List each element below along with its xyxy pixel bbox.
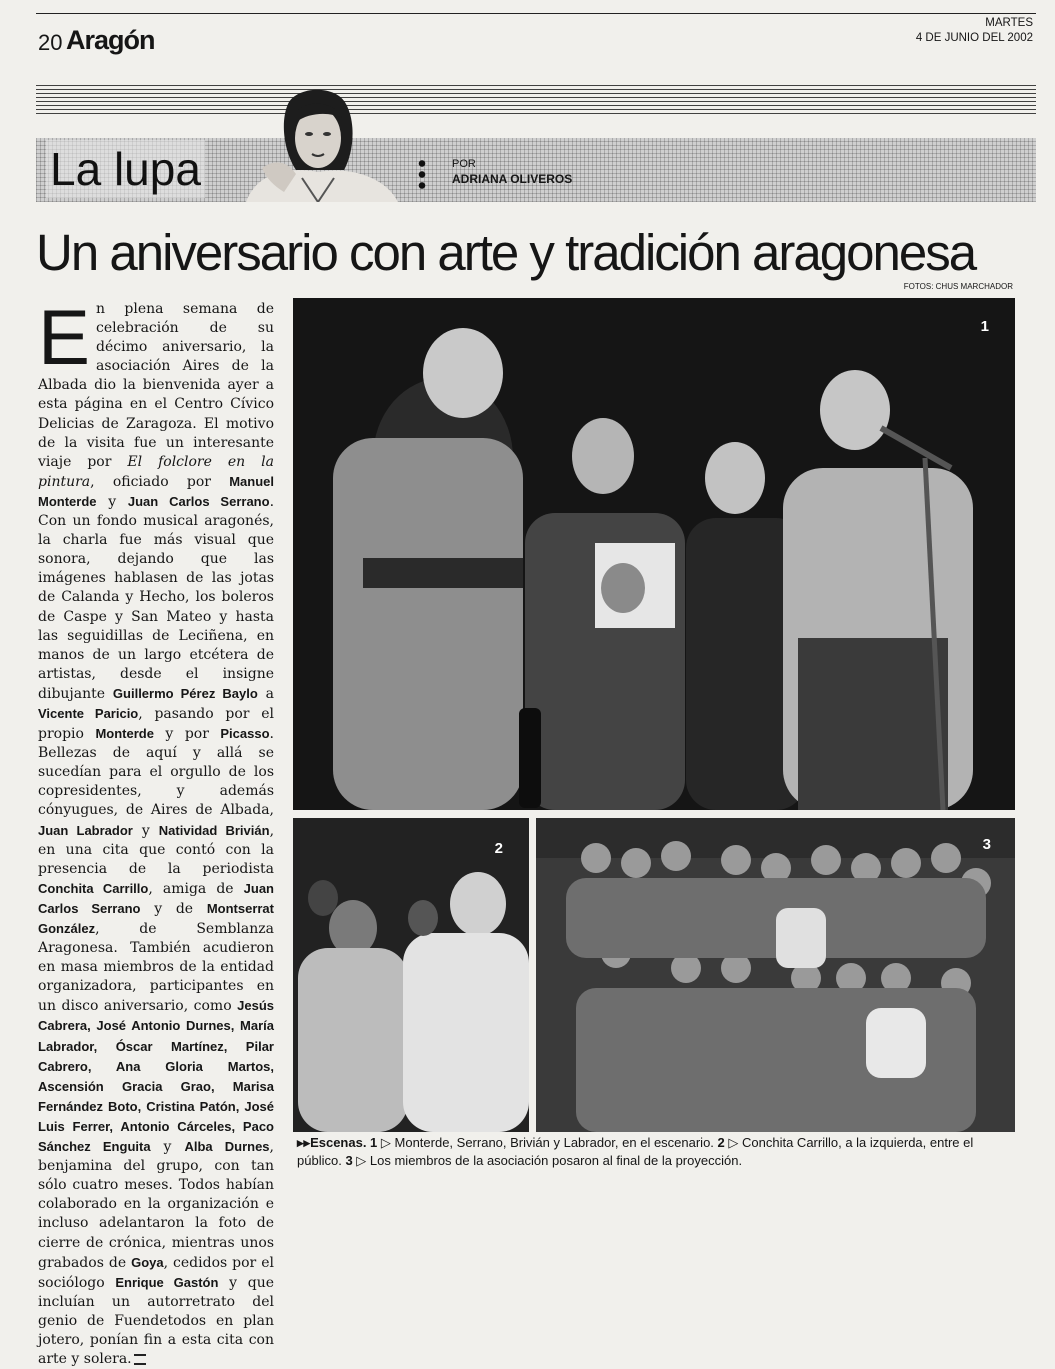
photo-number: 1: [980, 318, 989, 335]
caption-3: Los miembros de la asociación posaron al final de la proyección.: [369, 1153, 743, 1168]
photo-credit: FOTOS: CHUS MARCHADOR: [903, 282, 1013, 291]
body-run: Jesús Cabrera, José Antonio Durnes, María Labrador, Óscar Martínez, Pilar Cabrero, Ana Gloria Martos, Ascensión Gracia Grao, Marisa Fernández Boto, Cristina Patón, José Luis Ferrer, Antonio Cárceles, Paco Sánchez Enguita: [38, 998, 274, 1155]
photo-stage: [293, 298, 1015, 810]
body-run: y por: [153, 726, 221, 743]
body-run: El folclore en la pintura: [38, 453, 274, 490]
body-run: , cedidos por el sociólogo: [38, 1254, 274, 1291]
body-run: y: [132, 822, 159, 839]
body-run: y: [150, 1139, 185, 1156]
body-run: Goya: [131, 1254, 164, 1270]
headline: Un aniversario con arte y tradición aragonesa: [36, 224, 976, 281]
column-name: La lupa: [46, 140, 205, 198]
photo-audience: [293, 818, 529, 1132]
body-run: Juan Carlos Serrano: [38, 880, 274, 916]
body-run: Juan Carlos Serrano: [127, 493, 270, 509]
end-mark-icon: [134, 1354, 146, 1365]
body-run: n plena semana de celebración de su décimo aniversario, la asociación Aires de la Albada dio la bienvenida ayer a esta página en el Centro Cívico Delicias de Zaragoza. El motivo de la visita fue un interesante viaje por: [38, 301, 274, 470]
decorative-rules: [36, 85, 1036, 115]
issue-date: 4 DE JUNIO DEL 2002: [915, 32, 1033, 44]
caption-number-3: 3: [345, 1153, 353, 1168]
body-run: , amiga de: [148, 880, 244, 897]
photo-number: 3: [982, 836, 991, 853]
article-paragraph: [38, 293, 275, 1369]
weekday: MARTES: [985, 17, 1033, 29]
section-title: Aragón: [66, 25, 155, 55]
photo-number: 2: [494, 840, 503, 857]
caption-1: Monterde, Serrano, Brivián y Labrador, en el escenario.: [394, 1135, 714, 1150]
body-run: . Bellezas de aquí y allá se sucedían para el orgullo de los copresidentes, y además cónyugues, de Aires de Albada,: [38, 726, 274, 819]
body-run: Picasso: [220, 726, 270, 742]
body-run: Natividad Brivián: [158, 822, 270, 838]
body-run: a: [257, 685, 275, 702]
body-run: Vicente Paricio: [38, 705, 139, 721]
caption-lead: Escenas. 1: [310, 1135, 378, 1150]
date-block: [916, 16, 1033, 46]
dropcap: E: [38, 293, 91, 381]
body-run: Guillermo Pérez Baylo: [112, 685, 258, 701]
body-run: Monterde: [95, 726, 154, 742]
photo-group: [536, 818, 1015, 1132]
author-portrait: [226, 82, 402, 202]
photo-caption: ▸▸Escenas. 1 ▷ Monterde, Serrano, Brivián y Labrador, en el escenario. 2 ▷ Conchita Carrillo, a la izquierda, entre el público. 3 ▷ Los miembros de la asociación posaron al final de la proyección.: [297, 1135, 974, 1168]
body-run: Montserrat González: [38, 900, 274, 936]
byline-dots: [418, 158, 426, 190]
page-number: 20: [38, 30, 63, 55]
body-run: , oficiado por: [90, 473, 230, 490]
caption-2: Conchita Carrillo, a la izquierda, entre el público.: [297, 1135, 974, 1168]
body-run: Manuel Monterde: [38, 473, 274, 509]
body-run: y que incluían un autorretrato del genio de Fuendetodos en plan jotero, ponían fin a esta cita con arte y solera.: [38, 1274, 275, 1368]
byline-author: ADRIANA OLIVEROS: [452, 172, 573, 186]
caption-number-2: 2: [717, 1135, 725, 1150]
article-body: [38, 293, 275, 1369]
body-run: Alba Durnes: [184, 1139, 270, 1155]
body-run: y de: [140, 900, 207, 917]
body-run: Enrique Gastón: [115, 1274, 219, 1290]
body-run: , pasando por el propio: [38, 705, 274, 743]
body-run: Juan Labrador: [38, 822, 133, 838]
body-run: Conchita Carrillo: [38, 880, 149, 896]
body-run: , en una cita que contó con la presencia de la periodista: [38, 822, 275, 877]
body-run: y: [96, 493, 128, 510]
body-run: , de Semblanza Aragonesa. También acudieron en masa miembros de la entidad organizadora, participantes en un disco aniversario, como: [38, 921, 274, 1015]
byline-prefix: POR: [452, 158, 476, 170]
body-run: . Con un fondo musical aragonés, la charla fue más visual que sonora, dejando que las imágenes hablasen de las jotas de Calanda y Hecho, los boleros de Caspe y San Mateo y hasta las seguidillas de Leciñena, en manos de un largo etcétera de artistas, desde el insigne dibujante: [38, 493, 275, 702]
top-rule: [36, 13, 1036, 14]
body-run: , benjamina del grupo, con tan sólo cuatro meses. Todos habían colaborado en la organización e incluso adelantaron la foto de cierre de crónica, mientras unos grabados de: [38, 1139, 274, 1271]
